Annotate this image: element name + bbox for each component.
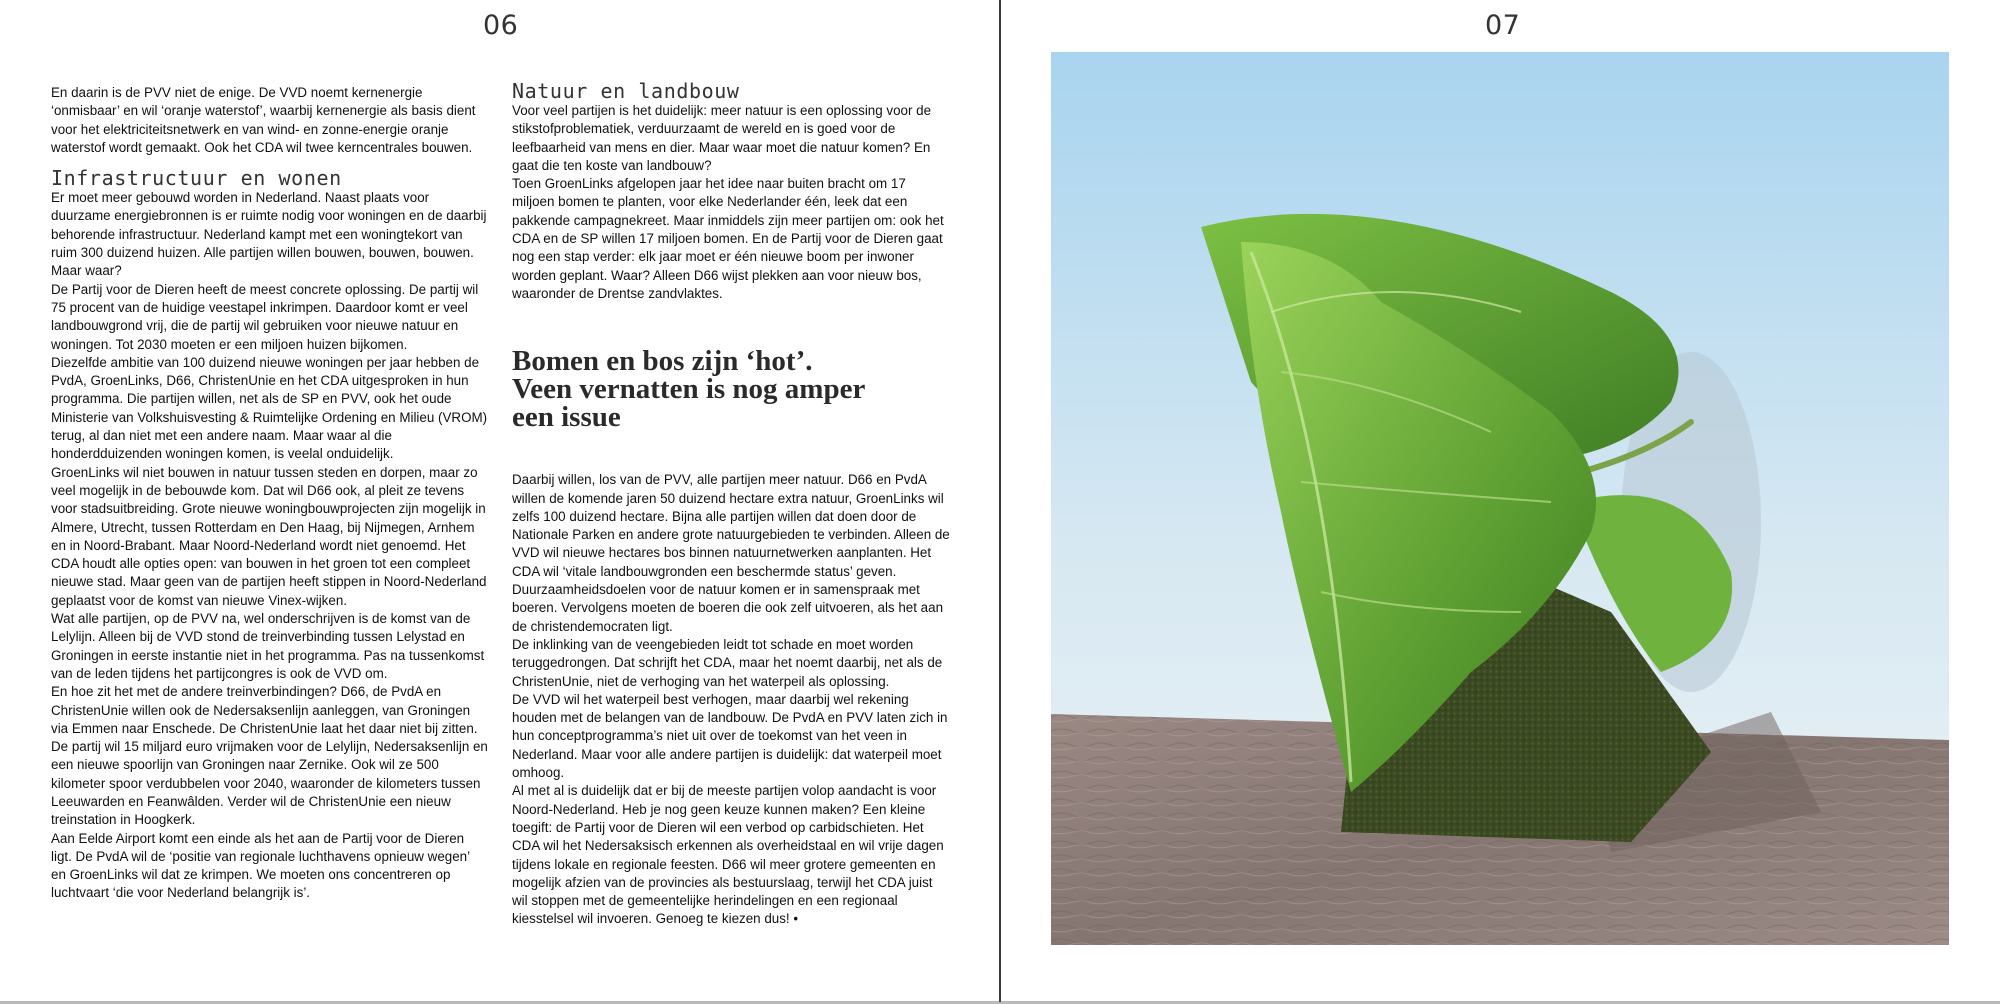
- body-paragraph: Aan Eelde Airport komt een einde als het aan de Partij voor de Dieren ligt. De PvdA wil de ‘positie van regionale luchthavens opnieuw wegen’ en GroenLinks wil dat ze krimpen. We moeten ons concentreren op luchtvaart ‘die voor Nederland belangrijk is’.: [51, 830, 470, 901]
- section-heading-nature: Natuur en landbouw: [512, 79, 740, 103]
- body-paragraph: GroenLinks wil niet bouwen in natuur tussen steden en dorpen, maar zo veel mogelijk in de bebouwde kom. Dat wil D66 ook, al pleit ze tevens voor stadsuitbreiding. Grote nieuwe woningbouwprojecten zijn mogelijk in Almere, Utrecht, tussen Rotterdam en Den Haag, bij Nijmegen, Arnhem en in Noord-Brabant. Maar Noord-Nederland wordt niet genoemd. Het CDA houdt alle opties open: van bouwen in het groen tot een compleet nieuwe stad. Maar geen van de partijen heeft stippen in Noord-Nederland geplaatst voor de komst van nieuwe Vinex-wijken.: [51, 464, 487, 608]
- body-paragraph: Voor veel partijen is het duidelijk: meer natuur is een oplossing voor de stikstofproblematiek, verduurzaamt de wereld en is goed voor de leefbaarheid van mens en dier. Maar waar moet die natuur komen? En gaat die ten koste van landbouw?: [512, 103, 932, 173]
- body-paragraph: En hoe zit het met de andere treinverbindingen? D66, de PvdA en ChristenUnie willen ook de Nedersaksenlijn aanleggen, van Groningen via Emmen naar Enschede. De ChristenUnie laat het daar niet bij zitten. De partij wil 15 miljard euro vrijmaken voor de Lelylijn, Nedersaksenlijn en een nieuwe spoorlijn van Groningen naar Zernike. Ook wil ze 500 kilometer spoor verdubbelen voor 2040, waaronder de kilometers tussen Leeuwarden en Feanwâlden. Verder wil de ChristenUnie een nieuw treinstation in Hoogkerk.: [51, 684, 488, 828]
- intro-paragraph: En daarin is de PVV niet de enige. De VVD noemt kernenergie ‘onmisbaar’ en wil ‘oranje waterstof’, waarbij kernenergie als basis dient voor het elektriciteitsnetwerk en van wind- en zonne-energie oranje waterstof wordt gemaakt. Ook het CDA wil twee kerncentrales bouwen.: [51, 85, 476, 155]
- body-paragraph: De VVD wil het waterpeil best verhogen, maar daarbij wel rekening houden met de belangen van de landbouw. De PvdA en PVV laten zich in hun conceptprogramma’s niet uit over de toekomst van het veen in Nederland. Maar voor alle andere partijen is duidelijk: dat waterpeil moet omhoog.: [512, 691, 948, 781]
- body-paragraph: De inklinking van de veengebieden leidt tot schade en moet worden teruggedrongen. Dat schrijft het CDA, maar het noemt daarbij, net als de ChristenUnie, niet de verhoging van het waterpeil als oplossing.: [512, 636, 943, 689]
- body-paragraph: Er moet meer gebouwd worden in Nederland. Naast plaats voor duurzame energiebronnen is er ruimte nodig voor woningen en de daarbij behorende infrastructuur. Nederland kampt met een woningtekort van ruim 300 duizend huizen. Alle partijen willen bouwen, bouwen, bouwen. Maar waar?: [51, 190, 487, 279]
- section-heading-infrastructure: Infrastructuur en wonen: [51, 166, 342, 191]
- left-page: [0, 0, 999, 1004]
- right-article-column: [512, 80, 950, 929]
- body-paragraph: De Partij voor de Dieren heeft de meest concrete oplossing. De partij wil 75 procent van de huidige veestapel inkrimpen. Daardoor komt er veel landbouwgrond vrij, die de partij wil gebruiken voor nieuwe natuur en woningen. Tot 2030 moeten er een miljoen huizen bijkomen.: [51, 281, 479, 352]
- body-paragraph: Daarbij willen, los van de PVV, alle partijen meer natuur. D66 en PvdA willen de komende jaren 50 duizend hectare extra natuur, GroenLinks wil zelfs 100 duizend hectare. Bijna alle partijen willen dat doen door de Nationale Parken en andere grote natuurgebieden te verbinden. Alleen de VVD wil nieuwe hectares bos binnen natuurnetwerken aanplanten. Het CDA wil ‘vitale landbouwgronden een beschermde status’ geven. Duurzaamheidsdoelen voor de natuur komen er in samenspraak met boeren. Vervolgens moeten de boeren die ook zelf uitvoeren, als het aan de christendemocraten ligt.: [512, 472, 950, 634]
- page-number-right: 07: [1485, 10, 1521, 41]
- page-number-left: 06: [483, 10, 519, 41]
- pull-quote-line: Bomen en bos zijn ‘hot’.: [512, 345, 813, 378]
- body-paragraph: Diezelfde ambitie van 100 duizend nieuwe woningen per jaar hebben de PvdA, GroenLinks, D66, ChristenUnie en het CDA uitgesproken in hun programma. Die partijen willen, net als de SP en PVV, ook het oude Ministerie van Volkshuisvesting & Ruimtelijke Ordening en Milieu (VROM) terug, al dan niet met een andere naam. Maar waar al die honderdduizenden woningen komen, is veelal onduidelijk.: [51, 354, 488, 462]
- right-page: [1001, 0, 2000, 1004]
- body-paragraph: Al met al is duidelijk dat er bij de meeste partijen volop aandacht is voor Noord-Nederland. Heb je nog geen keuze kunnen maken? Een kleine toegift: de Partij voor de Dieren wil een verbod op carbidschieten. Het CDA wil het Nedersaksisch erkennen als overheidstaal en wil vrije dagen tijdens lokale en regionale feesten. D66 wil meer grotere gemeenten en mogelijk afzien van de provincies als bestuurslaag, terwijl het CDA juist wil stoppen met de gemeentelijke herindelingen en een regionaal kiesstelsel wil invoeren. Genoeg te kiezen dus! •: [512, 783, 944, 927]
- left-article-column: [51, 84, 488, 903]
- body-paragraph: Toen GroenLinks afgelopen jaar het idee naar buiten bracht om 17 miljoen bomen te planten, voor elke Nederlander één, leek dat een pakkende campagnekreet. Maar inmiddels zijn meer partijen om: ook het CDA en de SP willen 17 miljoen bomen. En de Partij voor de Dieren gaat nog een stap verder: elk jaar moet er één nieuwe boom per inwoner worden geplant. Waar? Alleen D66 wijst plekken aan voor nieuw bos, waaronder de Drentse zandvlaktes.: [512, 176, 944, 301]
- pull-quote-line: Veen vernatten is nog amper: [512, 373, 866, 406]
- pull-quote-line: een issue: [512, 401, 621, 434]
- leaf-sculpture-photo: [1051, 52, 1949, 945]
- body-paragraph: Wat alle partijen, op de PVV na, wel onderschrijven is de komst van de Lelylijn. Alleen bij de VVD stond de treinverbinding tussen Lelystad en Groningen in eerste instantie niet in het programma. Pas na tussenkomst van de leden tijdens het partijcongres is ook de VVD om.: [51, 611, 485, 681]
- photo-illustration: [1051, 52, 1949, 945]
- pull-quote: [512, 345, 950, 434]
